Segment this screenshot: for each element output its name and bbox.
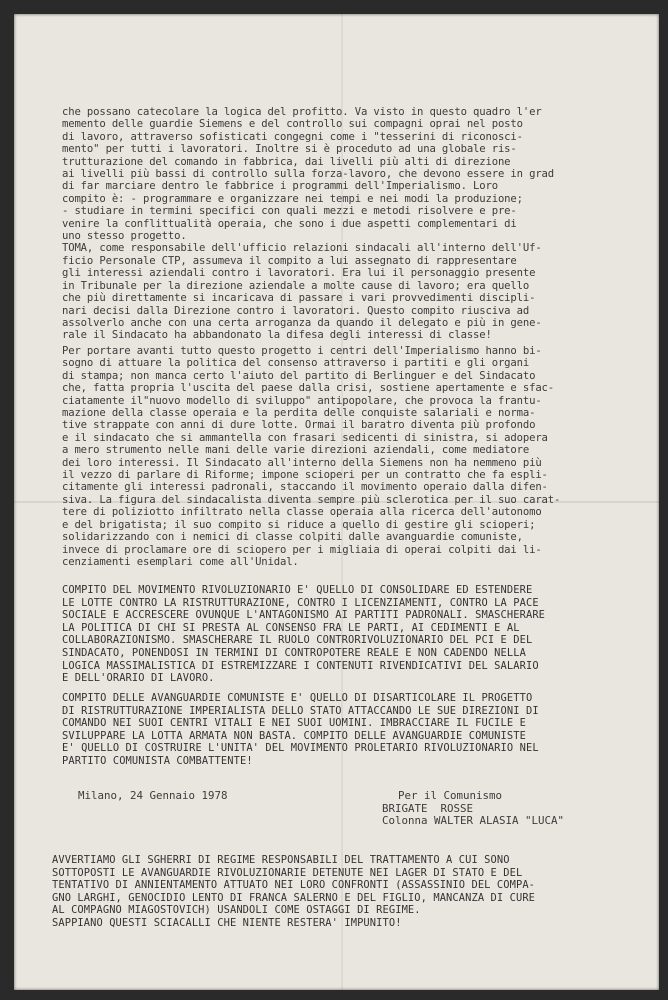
text-line: che, fatta propria l'uscita del paese dalla crisi, sostiene apertamente e sfac-: [62, 382, 555, 395]
paragraph-siemens-control: [62, 106, 652, 342]
text-line: SOCIALE E ACCRESCERE OVUNQUE L'ANTAGONISMO AI PARTITI PADRONALI. SMASCHERARE: [62, 609, 546, 622]
text-line: LA POLITICA DI CHI SI PRESTA AL CONSENSO FRA LE PARTI, AI CEDIMENTI E AL: [62, 621, 520, 634]
signature-line: Per il Comunismo: [398, 789, 503, 802]
text-line: e del brigatista; il suo compito si riduce a quello di gestire gli scioperi;: [62, 518, 536, 531]
text-line: E DELL'ORARIO DI LAVORO.: [62, 672, 215, 685]
text-line: tive strappate con anni di dure lotte. Ormai il baratro diventa più profondo: [62, 419, 536, 432]
text-line: cenziamenti esemplari come all'Unidal.: [62, 555, 299, 568]
text-line: il vezzo di parlare di Riforme; impone scioperi per un contratto che fa espli-: [62, 469, 548, 482]
text-line: invece di proclamare ore di sciopero per i migliaia di operai colpiti dai li-: [62, 543, 542, 556]
text-line: DI RISTRUTTURAZIONE IMPERIALISTA DELLO STATO ATTACCANDO LE SUE DIREZIONI DI: [62, 704, 539, 717]
text-line: gli interessi aziendali contro i lavoratori. Era lui il personaggio presente: [62, 267, 536, 280]
signature-line: BRIGATE ROSSE: [382, 801, 474, 815]
text-line: COMPITO DELLE AVANGUARDIE COMUNISTE E' QUELLO DI DISARTICOLARE IL PROGETTO: [62, 692, 533, 704]
text-line: SAPPIANO QUESTI SCIACALLI CHE NIENTE RESTERA' IMPUNITO!: [52, 916, 402, 929]
text-line: che possano catecolare la logica del profitto. Va visto in questo quadro l'er: [62, 106, 542, 118]
text-line: COMPITO DEL MOVIMENTO RIVOLUZIONARIO E' QUELLO DI CONSOLIDARE ED ESTENDERE: [62, 584, 533, 596]
text-line: LE LOTTE CONTRO LA RISTRUTTURAZIONE, CONTRO I LICENZIAMENTI, CONTRO LA PACE: [62, 596, 539, 609]
paragraph-communist-vanguard-task: [62, 692, 652, 768]
text-line: ficio Personale CTP, assumeva il compito a lui assegnato di rappresentare: [62, 254, 517, 267]
place-date: Milano, 24 Gennaio 1978: [78, 789, 228, 802]
text-line: di far marciare dentro le fabbrice i programmi dell'Imperialismo. Loro: [62, 180, 498, 193]
text-line: mento" per tutti i lavoratori. Inoltre si è proceduto ad una globale ris-: [62, 143, 517, 156]
text-line: solidarizzando con i nemici di classe colpiti dalle avanguardie comuniste,: [62, 531, 523, 544]
text-line: venire la conflittualità operaia, che sono i due aspetti complementari di: [62, 217, 517, 230]
text-line: a mero strumento nelle mani delle varie direzioni aziendali, come mediatore: [62, 444, 530, 457]
text-line: rale il Sindacato ha abbandonato la difesa degli interessi di classe!: [62, 329, 492, 342]
text-line: TOMA, come responsabile dell'ufficio relazioni sindacali all'interno dell'Uf-: [62, 242, 542, 255]
text-line: E' QUELLO DI COSTRUIRE L'UNITA' DEL MOVIMENTO PROLETARIO RIVOLUZIONARIO NEL: [62, 742, 539, 755]
text-line: AVVERTIAMO GLI SGHERRI DI REGIME RESPONSABILI DEL TRATTAMENTO A CUI SONO: [52, 854, 510, 866]
text-line: - studiare in termini specifici con quali mezzi e metodi risolvere e pre-: [62, 205, 517, 218]
text-line: LOGICA MASSIMALISTICA DI ESTREMIZZARE I CONTENUTI RIVENDICATIVI DEL SALARIO: [62, 659, 539, 672]
document-sheet: [14, 14, 659, 990]
text-line: SINDACATO, PONENDOSI IN TERMINI DI CONTROPOTERE REALE E NON CADENDO NELLA: [62, 646, 526, 659]
signature-block: [382, 790, 564, 828]
signature-line: Colonna WALTER ALASIA "LUCA": [382, 814, 565, 828]
text-line: Per portare avanti tutto questo progetto i centri dell'Imperialismo hanno bi-: [62, 345, 542, 357]
text-line: tere di poliziotto infiltrato nella classe operaia alla ricerca dell'autonomo: [62, 506, 542, 519]
text-line: in Tribunale per la direzione aziendale a molte cause di lavoro; era quello: [62, 279, 530, 292]
text-line: COLLABORAZIONISMO. SMASCHERARE IL RUOLO CONTRORIVOLUZIONARIO DEL PCI E DEL: [62, 634, 533, 647]
text-line: assolverlo anche con una certa arroganza da quando il delegato e più in gene-: [62, 316, 542, 329]
text-line: sogno di attuare la politica del consenso attraverso i partiti e gli organi: [62, 357, 530, 370]
text-line: PARTITO COMUNISTA COMBATTENTE!: [62, 754, 253, 767]
text-line: di stampa; non manca certo l'aiuto del partito di Berlinguer e del Sindacato: [62, 369, 536, 382]
paragraph-warning: [52, 854, 642, 930]
text-line: GNO LARGHI, GENOCIDIO LENTO DI FRANCA SALERNO E DEL FIGLIO, MANCANZA DI CURE: [52, 891, 536, 904]
text-line: citamente gli interessi padronali, staccando il movimento operaio dalla difen-: [62, 481, 548, 494]
text-line: SOTTOPOSTI LE AVANGUARDIE RIVOLUZIONARIE DETENUTE NEI LAGER DI STATO E DEL: [52, 866, 523, 879]
text-line: ai livelli più bassi di controllo sulla forza-lavoro, che devono essere in grad: [62, 168, 555, 181]
paragraph-imperialism-consensus: [62, 345, 652, 568]
paragraph-revolutionary-movement-task: [62, 584, 652, 685]
text-line: di lavoro, attraverso sofisticati congegni come i "tesserini di riconosci-: [62, 130, 523, 143]
text-line: siva. La figura del sindacalista diventa sempre più sclerotica per il suo carat-: [62, 493, 561, 506]
text-line: compito è: - programmare e organizzare nei tempi e nei modi la produzione;: [62, 192, 523, 205]
text-line: che più direttamente si incaricava di passare i vari provvedimenti discipli-: [62, 292, 536, 305]
text-line: e il sindacato che si ammantella con frasari sedicenti di sinistra, si adopera: [62, 431, 548, 444]
text-line: ciatamente il"nuovo modello di sviluppo" antipopolare, che provoca la frantu-: [62, 394, 542, 407]
text-line: trutturazione del comando in fabbrica, dai livelli più alti di direzione: [62, 155, 511, 168]
text-line: AL COMPAGNO MIAGOSTOVICH) USANDOLI COME OSTAGGI DI REGIME.: [52, 904, 421, 917]
text-line: SVILUPPARE LA LOTTA ARMATA NON BASTA. COMPITO DELLE AVANGUARDIE COMUNISTE: [62, 729, 526, 742]
text-line: uno stesso progetto.: [62, 230, 187, 243]
text-line: COMANDO NEI SUOI CENTRI VITALI E NEI SUOI UOMINI. IMBRACCIARE IL FUCILE E: [62, 717, 526, 730]
text-line: mazione della classe operaia e la perdita delle conquiste salariali e norma-: [62, 407, 536, 420]
text-line: TENTATIVO DI ANNIENTAMENTO ATTUATO NEI LORO CONFRONTI (ASSASSINIO DEL COMPA-: [52, 879, 536, 892]
text-line: memento delle guardie Siemens e del controllo sui compagni oprai nel posto: [62, 118, 523, 131]
text-line: dei loro interessi. Il Sindacato all'interno della Siemens non ha nemmeno più: [62, 456, 542, 469]
text-line: nari decisi dalla Direzione contro i lavoratori. Questo compito riusciva ad: [62, 304, 530, 317]
